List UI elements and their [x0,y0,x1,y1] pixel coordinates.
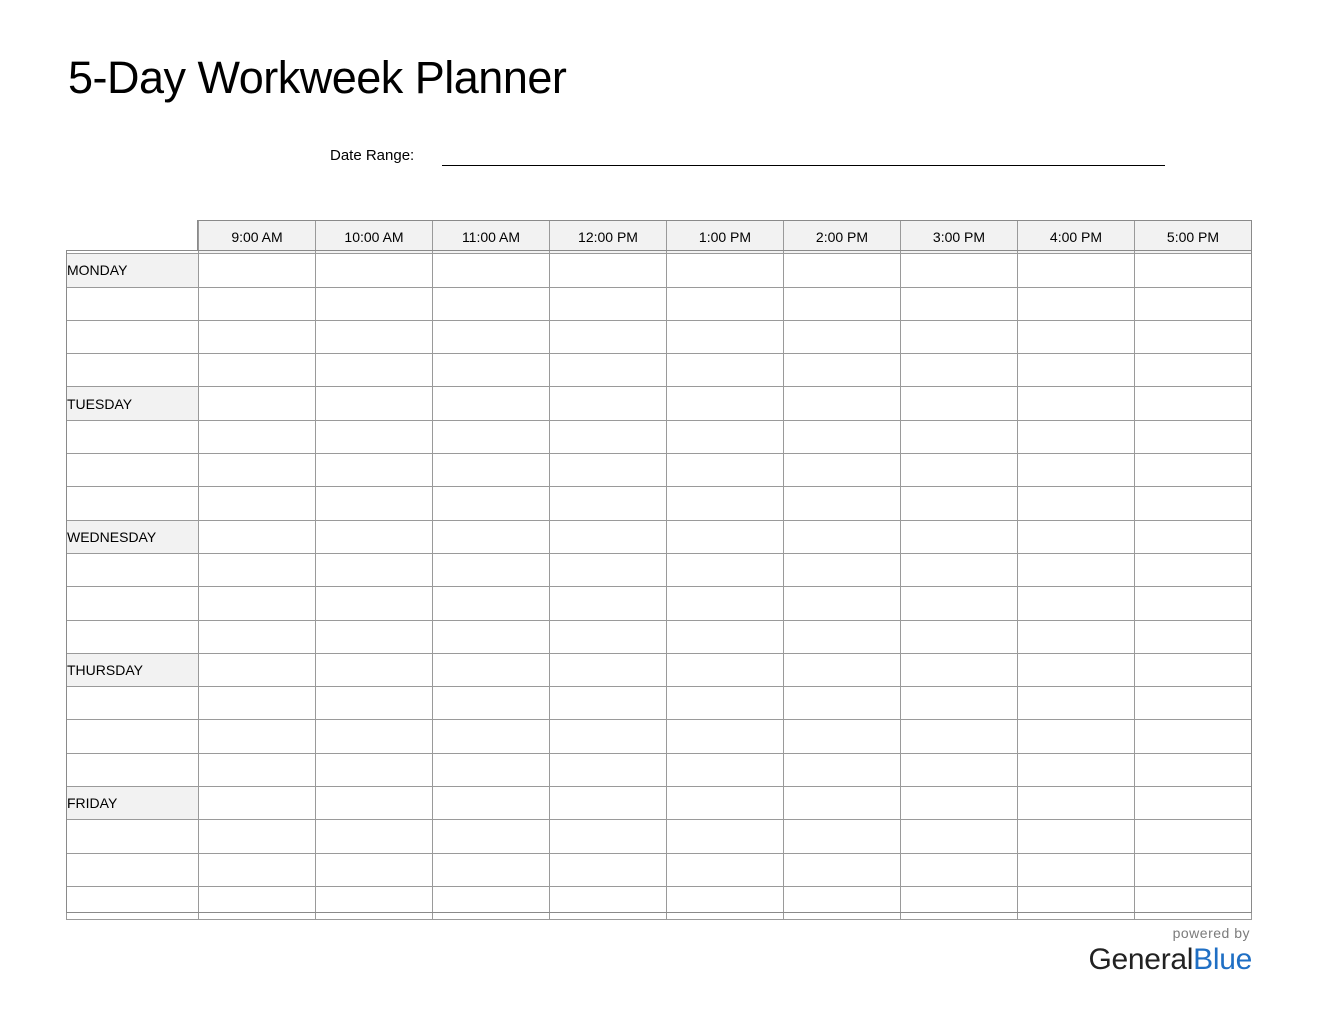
slot-cell[interactable] [199,454,316,487]
slot-cell[interactable] [667,753,784,786]
slot-cell[interactable] [667,587,784,620]
slot-cell[interactable] [667,520,784,553]
slot-cell[interactable] [550,753,667,786]
slot-cell[interactable] [901,487,1018,520]
day-label-thursday: THURSDAY [67,653,199,686]
slot-cell[interactable] [901,454,1018,487]
slot-cell[interactable] [784,254,901,287]
slot-cell[interactable] [316,520,433,553]
table-row [67,720,1252,753]
slot-cell[interactable] [199,320,316,353]
slot-cell[interactable] [901,587,1018,620]
slot-cell[interactable] [199,354,316,387]
day-subrow-label[interactable] [67,820,199,853]
slot-cell[interactable] [316,853,433,886]
slot-cell[interactable] [784,753,901,786]
slot-cell[interactable] [784,787,901,820]
slot-cell[interactable] [1018,653,1135,686]
slot-cell[interactable] [784,387,901,420]
slot-cell[interactable] [550,487,667,520]
slot-cell[interactable] [1135,487,1252,520]
day-subrow-label[interactable] [67,853,199,886]
table-row [67,653,1252,686]
day-subrow-label[interactable] [67,886,199,919]
slot-cell[interactable] [1135,320,1252,353]
slot-cell[interactable] [667,287,784,320]
slot-cell[interactable] [199,287,316,320]
day-subrow-label[interactable] [67,420,199,453]
slot-cell[interactable] [550,587,667,620]
brand-general: General [1088,943,1194,976]
slot-cell[interactable] [433,820,550,853]
slot-cell[interactable] [550,387,667,420]
day-subrow-label[interactable] [67,687,199,720]
date-range-label: Date Range: [330,147,415,164]
day-subrow-label[interactable] [67,753,199,786]
slot-cell[interactable] [667,487,784,520]
slot-cell[interactable] [316,720,433,753]
slot-cell[interactable] [901,820,1018,853]
table-row [67,620,1252,653]
slot-cell[interactable] [550,354,667,387]
slot-cell[interactable] [433,787,550,820]
slot-cell[interactable] [316,420,433,453]
slot-cell[interactable] [316,687,433,720]
slot-cell[interactable] [550,254,667,287]
table-row [67,487,1252,520]
date-range-input[interactable] [442,146,1165,166]
time-header-4: 1:00 PM [667,221,784,254]
slot-cell[interactable] [316,886,433,919]
slot-cell[interactable] [667,787,784,820]
table-row [67,387,1252,420]
slot-cell[interactable] [316,454,433,487]
day-subrow-label[interactable] [67,320,199,353]
slot-cell[interactable] [316,254,433,287]
slot-cell[interactable] [901,853,1018,886]
slot-cell[interactable] [901,387,1018,420]
day-label-friday: FRIDAY [67,787,199,820]
slot-cell[interactable] [667,620,784,653]
table-row [67,287,1252,320]
slot-cell[interactable] [1135,587,1252,620]
slot-cell[interactable] [667,553,784,586]
slot-cell[interactable] [1135,620,1252,653]
day-label-tuesday: TUESDAY [67,387,199,420]
slot-cell[interactable] [199,687,316,720]
day-label-wednesday: WEDNESDAY [67,520,199,553]
table-row [67,886,1252,919]
slot-cell[interactable] [901,354,1018,387]
slot-cell[interactable] [1135,520,1252,553]
slot-cell[interactable] [901,687,1018,720]
slot-cell[interactable] [199,787,316,820]
slot-cell[interactable] [784,653,901,686]
footer [1089,925,1253,977]
time-header-8: 5:00 PM [1135,221,1252,254]
slot-cell[interactable] [1018,553,1135,586]
slot-cell[interactable] [199,487,316,520]
page-title: 5-Day Workweek Planner [68,52,567,103]
slot-cell[interactable] [667,687,784,720]
slot-cell[interactable] [550,687,667,720]
slot-cell[interactable] [550,653,667,686]
planner-table [66,220,1252,920]
slot-cell[interactable] [199,420,316,453]
slot-cell[interactable] [1135,420,1252,453]
slot-cell[interactable] [550,420,667,453]
slot-cell[interactable] [199,520,316,553]
slot-cell[interactable] [433,553,550,586]
slot-cell[interactable] [901,553,1018,586]
slot-cell[interactable] [901,753,1018,786]
table-row [67,320,1252,353]
table-row [67,587,1252,620]
slot-cell[interactable] [316,620,433,653]
slot-cell[interactable] [901,287,1018,320]
slot-cell[interactable] [784,820,901,853]
slot-cell[interactable] [316,553,433,586]
time-header-7: 4:00 PM [1018,221,1135,254]
slot-cell[interactable] [1018,753,1135,786]
slot-cell[interactable] [433,387,550,420]
slot-cell[interactable] [316,787,433,820]
slot-cell[interactable] [1018,520,1135,553]
table-row [67,753,1252,786]
slot-cell[interactable] [901,520,1018,553]
slot-cell[interactable] [901,620,1018,653]
brand-blue: Blue [1193,943,1252,976]
slot-cell[interactable] [1135,720,1252,753]
slot-cell[interactable] [433,354,550,387]
slot-cell[interactable] [316,354,433,387]
table-row [67,820,1252,853]
slot-cell[interactable] [433,853,550,886]
slot-cell[interactable] [784,886,901,919]
slot-cell[interactable] [1135,687,1252,720]
slot-cell[interactable] [1018,387,1135,420]
planner-table-body [67,254,1252,920]
slot-cell[interactable] [1018,254,1135,287]
slot-cell[interactable] [433,886,550,919]
slot-cell[interactable] [316,653,433,686]
slot-cell[interactable] [550,287,667,320]
slot-cell[interactable] [784,853,901,886]
slot-cell[interactable] [1018,820,1135,853]
slot-cell[interactable] [433,487,550,520]
slot-cell[interactable] [433,653,550,686]
slot-cell[interactable] [1018,287,1135,320]
day-subrow-label[interactable] [67,487,199,520]
slot-cell[interactable] [316,753,433,786]
slot-cell[interactable] [667,853,784,886]
slot-cell[interactable] [1135,287,1252,320]
slot-cell[interactable] [1135,820,1252,853]
slot-cell[interactable] [199,820,316,853]
brand-logo [1089,943,1253,977]
slot-cell[interactable] [784,287,901,320]
slot-cell[interactable] [784,720,901,753]
date-range-row [330,146,1165,166]
table-row [67,254,1252,287]
slot-cell[interactable] [316,320,433,353]
slot-cell[interactable] [433,454,550,487]
table-row [67,354,1252,387]
slot-cell[interactable] [901,787,1018,820]
slot-cell[interactable] [199,254,316,287]
slot-cell[interactable] [1018,787,1135,820]
slot-cell[interactable] [199,653,316,686]
slot-cell[interactable] [1018,620,1135,653]
slot-cell[interactable] [1018,853,1135,886]
slot-cell[interactable] [784,420,901,453]
slot-cell[interactable] [316,287,433,320]
slot-cell[interactable] [667,387,784,420]
slot-cell[interactable] [199,886,316,919]
slot-cell[interactable] [1135,553,1252,586]
slot-cell[interactable] [433,620,550,653]
slot-cell[interactable] [316,820,433,853]
day-subrow-label[interactable] [67,553,199,586]
slot-cell[interactable] [667,354,784,387]
slot-cell[interactable] [1135,254,1252,287]
slot-cell[interactable] [433,687,550,720]
slot-cell[interactable] [784,587,901,620]
table-row [67,520,1252,553]
time-header-0: 9:00 AM [199,221,316,254]
slot-cell[interactable] [199,853,316,886]
slot-cell[interactable] [199,587,316,620]
slot-cell[interactable] [199,553,316,586]
time-header-6: 3:00 PM [901,221,1018,254]
slot-cell[interactable] [199,753,316,786]
slot-cell[interactable] [901,886,1018,919]
slot-cell[interactable] [784,687,901,720]
table-row [67,420,1252,453]
time-header-5: 2:00 PM [784,221,901,254]
slot-cell[interactable] [1135,853,1252,886]
slot-cell[interactable] [433,320,550,353]
slot-cell[interactable] [667,420,784,453]
slot-cell[interactable] [1018,886,1135,919]
slot-cell[interactable] [1135,454,1252,487]
slot-cell[interactable] [1018,320,1135,353]
slot-cell[interactable] [784,454,901,487]
slot-cell[interactable] [199,620,316,653]
slot-cell[interactable] [901,320,1018,353]
slot-cell[interactable] [433,753,550,786]
slot-cell[interactable] [433,587,550,620]
slot-cell[interactable] [901,720,1018,753]
slot-cell[interactable] [1135,787,1252,820]
slot-cell[interactable] [667,886,784,919]
slot-cell[interactable] [1018,420,1135,453]
time-header-3: 12:00 PM [550,221,667,254]
slot-cell[interactable] [550,520,667,553]
time-header-row [67,221,1252,254]
slot-cell[interactable] [1018,354,1135,387]
table-row [67,853,1252,886]
planner-table-head [67,221,1252,254]
day-subrow-label[interactable] [67,354,199,387]
slot-cell[interactable] [1018,687,1135,720]
day-subrow-label[interactable] [67,287,199,320]
slot-cell[interactable] [1018,487,1135,520]
slot-cell[interactable] [433,520,550,553]
day-subrow-label[interactable] [67,720,199,753]
slot-cell[interactable] [1135,653,1252,686]
slot-cell[interactable] [1018,720,1135,753]
slot-cell[interactable] [433,287,550,320]
table-row [67,787,1252,820]
day-subrow-label[interactable] [67,454,199,487]
slot-cell[interactable] [199,387,316,420]
slot-cell[interactable] [316,387,433,420]
slot-cell[interactable] [550,787,667,820]
time-header-1: 10:00 AM [316,221,433,254]
slot-cell[interactable] [433,254,550,287]
day-label-monday: MONDAY [67,254,199,287]
slot-cell[interactable] [667,254,784,287]
slot-cell[interactable] [1135,354,1252,387]
slot-cell[interactable] [667,820,784,853]
slot-cell[interactable] [550,454,667,487]
slot-cell[interactable] [1018,587,1135,620]
slot-cell[interactable] [433,420,550,453]
slot-cell[interactable] [550,820,667,853]
slot-cell[interactable] [784,354,901,387]
table-row [67,687,1252,720]
slot-cell[interactable] [784,620,901,653]
slot-cell[interactable] [901,653,1018,686]
slot-cell[interactable] [316,587,433,620]
slot-cell[interactable] [550,320,667,353]
slot-cell[interactable] [901,254,1018,287]
slot-cell[interactable] [1135,753,1252,786]
time-header-2: 11:00 AM [433,221,550,254]
slot-cell[interactable] [1135,886,1252,919]
slot-cell[interactable] [901,420,1018,453]
slot-cell[interactable] [784,553,901,586]
slot-cell[interactable] [784,487,901,520]
slot-cell[interactable] [550,720,667,753]
day-subrow-label[interactable] [67,587,199,620]
corner-cell [67,221,199,254]
slot-cell[interactable] [1135,387,1252,420]
slot-cell[interactable] [784,320,901,353]
slot-cell[interactable] [667,454,784,487]
slot-cell[interactable] [199,720,316,753]
slot-cell[interactable] [550,886,667,919]
table-row [67,553,1252,586]
slot-cell[interactable] [784,520,901,553]
slot-cell[interactable] [316,487,433,520]
powered-by-label: powered by [1172,925,1250,941]
slot-cell[interactable] [667,320,784,353]
table-row [67,454,1252,487]
slot-cell[interactable] [1018,454,1135,487]
slot-cell[interactable] [550,853,667,886]
slot-cell[interactable] [550,553,667,586]
slot-cell[interactable] [667,720,784,753]
day-subrow-label[interactable] [67,620,199,653]
slot-cell[interactable] [550,620,667,653]
slot-cell[interactable] [433,720,550,753]
slot-cell[interactable] [667,653,784,686]
